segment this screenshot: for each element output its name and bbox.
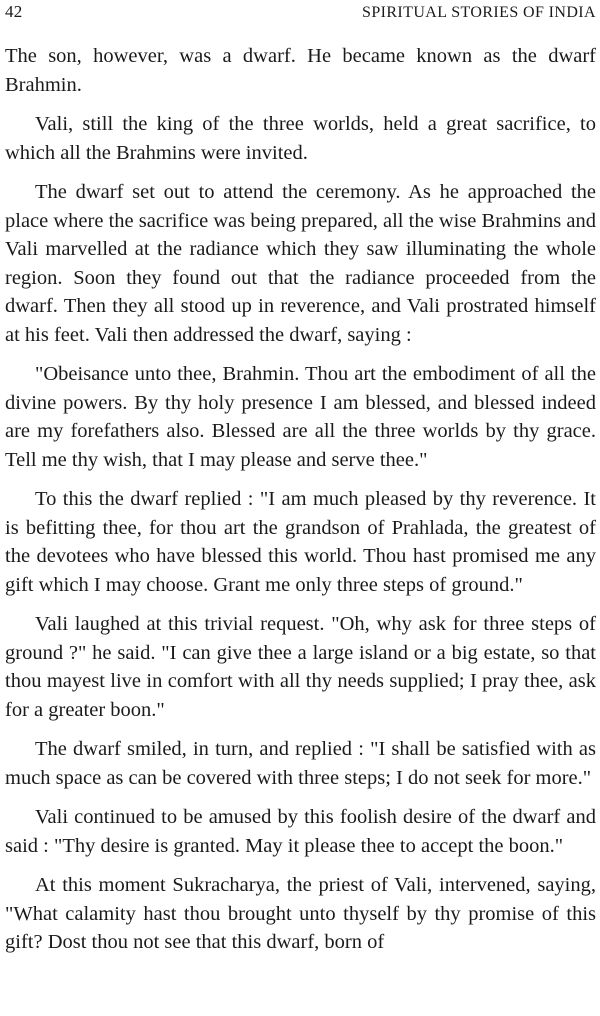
page-number: 42 <box>5 2 23 21</box>
paragraph-4: "Obeisance unto thee, Brahmin. Thou art the embodiment of all the divine powers. By thy holy presence I am blessed, and blessed indeed are my forefathers also. Blessed are all the three worlds by thy grace. Tell me thy wish, that I may please and serve thee." <box>5 363 596 471</box>
paragraph-3: The dwarf set out to attend the ceremony. As he approached the place where the sacrifice was being prepared, all the wise Brahmins and Vali marvelled at the radiance which they saw illuminating the whole region. Soon they found out that the radiance proceeded from the dwarf. Then they all stood up in reverence, and Vali prostrated himself at his feet. Vali then addressed the dwarf, saying : <box>5 181 596 346</box>
paragraph-1: The son, however, was a dwarf. He became known as the dwarf Brahmin. <box>5 45 596 96</box>
paragraph-6: Vali laughed at this trivial request. "Oh, why ask for three steps of ground ?" he said. "I can give thee a large island or a big estate, so that thou mayest live in comfort with all thy needs supplied; I pray thee, ask for a greater boon." <box>5 613 596 721</box>
running-title: SPIRITUAL STORIES OF INDIA <box>362 4 596 21</box>
paragraph-2: Vali, still the king of the three worlds, held a great sacrifice, to which all the Brahmins were invited. <box>5 113 596 164</box>
paragraph-8: Vali continued to be amused by this foolish desire of the dwarf and said : "Thy desire is granted. May it please thee to accept the boon." <box>5 806 596 857</box>
body-text <box>5 42 596 957</box>
paragraph-5: To this the dwarf replied : "I am much pleased by thy reverence. It is befitting thee, for thou art the grandson of Prahlada, the greatest of the devotees who have blessed this world. Thou hast promised me any gift which I may choose. Grant me only three steps of ground." <box>5 488 596 596</box>
paragraph-7: The dwarf smiled, in turn, and replied : "I shall be satisfied with as much space as can be covered with three steps; I do not seek for more." <box>5 738 596 789</box>
paragraph-9: At this moment Sukracharya, the priest of Vali, intervened, saying, "What calamity hast thou brought unto thyself by thy promise of this gift? Dost thou not see that this dwarf, born of <box>5 874 596 953</box>
running-head <box>5 2 596 28</box>
